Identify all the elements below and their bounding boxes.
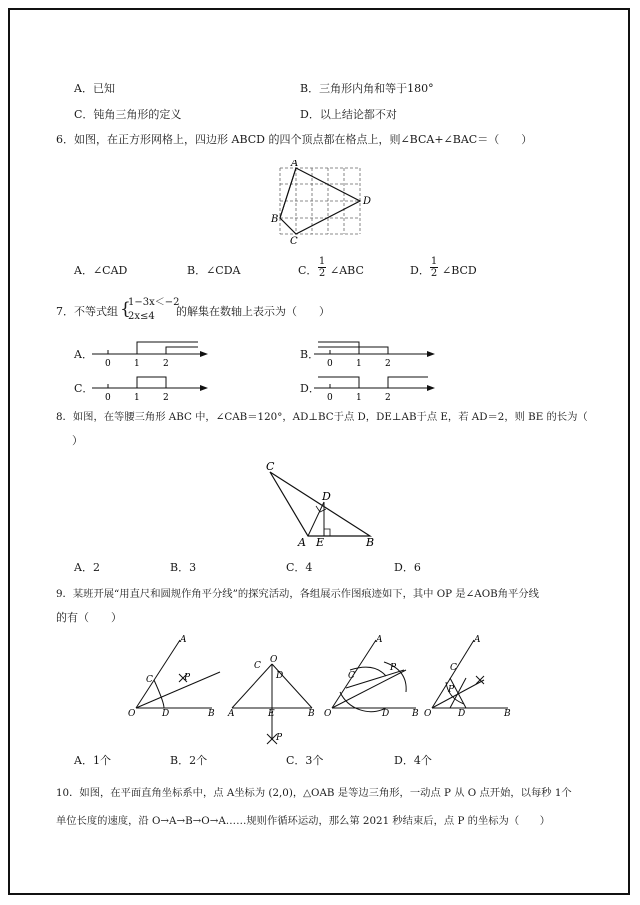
q9-fig1-label-o: O	[128, 709, 136, 719]
q8-label-c: C	[266, 460, 275, 473]
q9-fig3-label-a: A	[376, 635, 383, 645]
q9-option-d: D．4个	[394, 754, 432, 767]
q10-stem-line1: 10．如图，在平面直角坐标系中，点 A坐标为 (2,0)，△OAB 是等边三角形，一动点 P 从 O 点开始，以每秒 1个	[56, 787, 572, 799]
q8-triangle-abc	[270, 472, 370, 536]
q9-figure-3	[332, 640, 416, 712]
q6-option-b: B．∠CDA	[187, 264, 241, 277]
q5-option-d: D．以上结论都不对	[300, 108, 397, 121]
tick-0: 0	[327, 393, 333, 403]
q9-fig1-label-a: A	[180, 635, 187, 645]
q6-option-c-fraction	[318, 256, 326, 279]
q9-fig2-label-c: C	[254, 661, 261, 671]
fraction-denominator: 2	[430, 268, 438, 279]
tick-2: 2	[163, 393, 169, 403]
q8-label-d: D	[322, 490, 331, 503]
q8-label-e: E	[316, 536, 325, 549]
tick-0: 0	[327, 359, 333, 369]
q7-option-a-letter: A．	[74, 348, 93, 361]
q6-option-c-text: ∠ABC	[330, 264, 364, 277]
q7-number-line-d	[312, 372, 437, 404]
q7-option-d-letter: D．	[300, 382, 320, 395]
q9-construction-figures	[124, 630, 524, 748]
q6-label-a: A	[291, 160, 299, 169]
q8-option-a: A．2	[74, 561, 100, 574]
tick-1: 1	[356, 359, 362, 369]
q7-system	[128, 296, 179, 324]
q5-option-c: C．钝角三角形的定义	[74, 108, 182, 121]
q9-fig3-label-p: P	[390, 663, 397, 673]
tick-0: 0	[105, 393, 111, 403]
q7-system-brace: {	[120, 299, 131, 319]
q9-fig2-label-o: O	[270, 655, 278, 665]
q7-option-c-letter: C．	[74, 382, 94, 395]
q8-option-d: D．6	[394, 561, 421, 574]
q10-stem-line2: 单位长度的速度，沿 O→A→B→O→A……规则作循环运动，那么第 2021 秒结束后，点 P 的坐标为（ ）	[56, 815, 551, 827]
q7-number-line-c	[90, 372, 210, 404]
q7-number-line-a	[90, 338, 210, 370]
q6-grid-lines	[280, 168, 360, 234]
q5-option-a: A．已知	[74, 82, 115, 95]
q7-stem-prefix: 7．不等式组	[56, 305, 118, 318]
tick-1: 1	[356, 393, 362, 403]
q9-fig3-label-c: C	[348, 671, 355, 681]
q9-option-a: A．1个	[74, 754, 111, 767]
q9-stem-line1: 9．某班开展“用直尺和圆规作角平分线”的探究活动，各组展示作图痕迹如下，其中 OP 是∠AOB角平分线	[56, 588, 539, 600]
q8-stem-line2: ）	[72, 434, 83, 447]
q6-label-b: B	[271, 214, 279, 225]
q5-option-b: B．三角形内角和等于180°	[300, 82, 434, 95]
q9-option-b: B．2个	[170, 754, 208, 767]
q6-diagonal-ab	[280, 168, 296, 218]
q6-option-a: A．∠CAD	[74, 264, 128, 277]
q8-option-c: C．4	[286, 561, 313, 574]
q8-label-a: A	[298, 536, 306, 549]
q9-fig4-label-b: B	[504, 709, 511, 719]
q9-fig2-label-a: A	[228, 709, 235, 719]
q8-segment-ad	[308, 502, 324, 536]
q9-stem-line2: 的有（ ）	[56, 611, 122, 624]
q6-grid-figure	[268, 160, 378, 246]
q6-label-c: C	[290, 236, 298, 246]
tick-2: 2	[385, 393, 391, 403]
q8-right-angle-e	[324, 529, 330, 536]
q8-label-b: B	[366, 536, 375, 549]
tick-0: 0	[105, 359, 111, 369]
q7-number-line-b	[312, 338, 437, 370]
q8-triangle-figure	[260, 460, 390, 550]
tick-2: 2	[385, 359, 391, 369]
q9-figure-2	[232, 664, 312, 744]
q7-stem-suffix: 的解集在数轴上表示为（ ）	[176, 305, 330, 318]
q9-fig2-label-d: D	[276, 671, 284, 681]
q9-option-c: C．3个	[286, 754, 324, 767]
q6-option-d-fraction	[430, 256, 438, 279]
q9-fig1-label-c: C	[146, 675, 153, 685]
q9-fig3-label-d: D	[382, 709, 390, 719]
q9-figure-4	[432, 640, 508, 708]
q9-fig4-label-o: O	[424, 709, 432, 719]
tick-2: 2	[163, 359, 169, 369]
q9-fig2-label-e: E	[268, 709, 275, 719]
q6-stem: 6．如图，在正方形网格上，四边形 ABCD 的四个顶点都在格点上，则∠BCA+∠BAC＝（ ）	[56, 133, 533, 146]
q6-option-d-letter: D．	[410, 264, 430, 277]
q9-fig2-label-p: P	[276, 733, 283, 743]
q7-system-line1: 1−3x＜−2	[128, 297, 180, 308]
q6-label-d: D	[363, 196, 372, 207]
q7-system-line2: 2x≤4	[128, 311, 155, 322]
q6-option-c-letter: C．	[298, 264, 318, 277]
q9-fig1-label-d: D	[162, 709, 170, 719]
q9-fig4-label-p: P	[448, 685, 455, 695]
fraction-denominator: 2	[318, 268, 326, 279]
q9-figure-1	[136, 640, 220, 708]
q9-fig4-label-a: A	[474, 635, 481, 645]
tick-1: 1	[134, 393, 140, 403]
fraction-numerator: 1	[318, 256, 326, 267]
q9-fig4-label-d: D	[458, 709, 466, 719]
q9-fig1-label-p: P	[184, 673, 191, 683]
tick-1: 1	[134, 359, 140, 369]
q6-option-d-text: ∠BCD	[442, 264, 477, 277]
q9-fig3-label-o: O	[324, 709, 332, 719]
q9-fig2-label-b: B	[308, 709, 315, 719]
fraction-numerator: 1	[430, 256, 438, 267]
q7-option-b-letter: B．	[300, 348, 320, 361]
q8-stem-line1: 8．如图，在等腰三角形 ABC 中，∠CAB＝120°，AD⊥BC于点 D，DE⊥AB于点 E，若 AD＝2，则 BE 的长为（	[56, 411, 588, 423]
q9-fig3-label-b: B	[412, 709, 419, 719]
q9-fig1-label-b: B	[208, 709, 215, 719]
q9-fig4-label-c: C	[450, 663, 457, 673]
q8-option-b: B．3	[170, 561, 197, 574]
